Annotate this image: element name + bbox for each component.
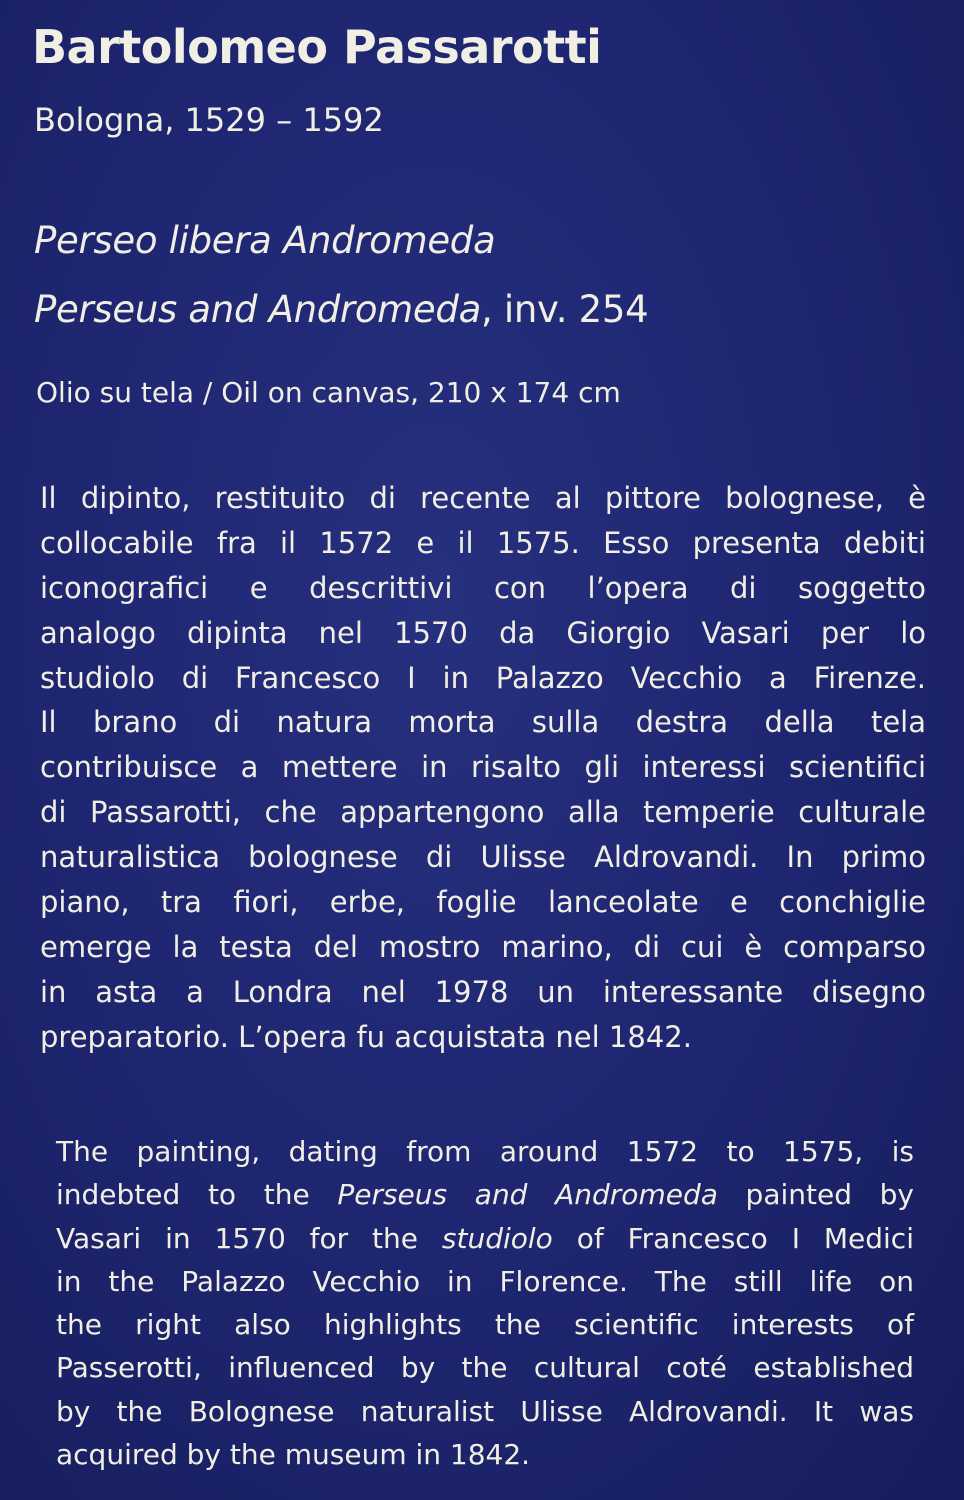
- text-line: naturalistica bolognese di Ulisse Aldrovandi. In primo: [40, 840, 926, 875]
- italic-studiolo: studiolo: [441, 1221, 553, 1255]
- text-line: [56, 1173, 914, 1216]
- artwork-title-english-text: Perseus and Andromeda: [34, 288, 481, 331]
- artwork-title-italian: Perseo libera Andromeda: [34, 219, 496, 262]
- artist-name: Bartolomeo Passarotti: [32, 20, 602, 74]
- artwork-title-english: [34, 288, 648, 331]
- description-english: [56, 1130, 914, 1476]
- text-line: Il brano di natura morta sulla destra della tela: [40, 705, 926, 740]
- text-line: by the Bolognese naturalist Ulisse Aldrovandi. It was: [56, 1394, 914, 1428]
- text-segment: Vasari in 1570 for the: [56, 1221, 442, 1255]
- description-italian: [40, 476, 926, 1060]
- text-line: emerge la testa del mostro marino, di cui è comparso: [40, 929, 926, 964]
- artist-life-dates: Bologna, 1529 – 1592: [34, 101, 384, 139]
- text-line: acquired by the museum in 1842.: [56, 1438, 531, 1472]
- text-line: The painting, dating from around 1572 to 1575, is: [56, 1135, 914, 1168]
- text-line: contribuisce a mettere in risalto gli interessi scientifici: [40, 750, 926, 785]
- text-line: studiolo di Francesco I in Palazzo Vecchio a Firenze.: [40, 660, 926, 695]
- text-line: preparatorio. L’opera fu acquistata nel 1842.: [40, 1019, 692, 1054]
- text-line: [56, 1217, 914, 1260]
- text-line: in the Palazzo Vecchio in Florence. The still life on: [56, 1264, 914, 1298]
- text-line: analogo dipinta nel 1570 da Giorgio Vasari per lo: [40, 615, 926, 650]
- text-line: piano, tra fiori, erbe, foglie lanceolate e conchiglie: [40, 885, 926, 920]
- medium-dimensions: Olio su tela / Oil on canvas, 210 x 174 cm: [36, 376, 621, 409]
- text-segment: indebted to the: [56, 1178, 338, 1212]
- text-line: di Passarotti, che appartengono alla temperie culturale: [40, 795, 926, 830]
- inventory-number: , inv. 254: [480, 288, 649, 331]
- text-segment: of Francesco I Medici: [552, 1221, 914, 1255]
- text-line: Passerotti, influenced by the cultural coté established: [56, 1351, 914, 1385]
- text-segment: painted by: [717, 1178, 914, 1212]
- text-line: iconografici e descrittivi con l’opera di soggetto: [40, 570, 926, 605]
- text-line: collocabile fra il 1572 e il 1575. Esso presenta debiti: [40, 525, 926, 560]
- text-line: Il dipinto, restituito di recente al pittore bolognese, è: [40, 481, 926, 515]
- text-line: in asta a Londra nel 1978 un interessante disegno: [40, 974, 926, 1009]
- text-line: the right also highlights the scientific interests of: [56, 1308, 914, 1342]
- italic-artwork-reference: Perseus and Andromeda: [337, 1178, 718, 1212]
